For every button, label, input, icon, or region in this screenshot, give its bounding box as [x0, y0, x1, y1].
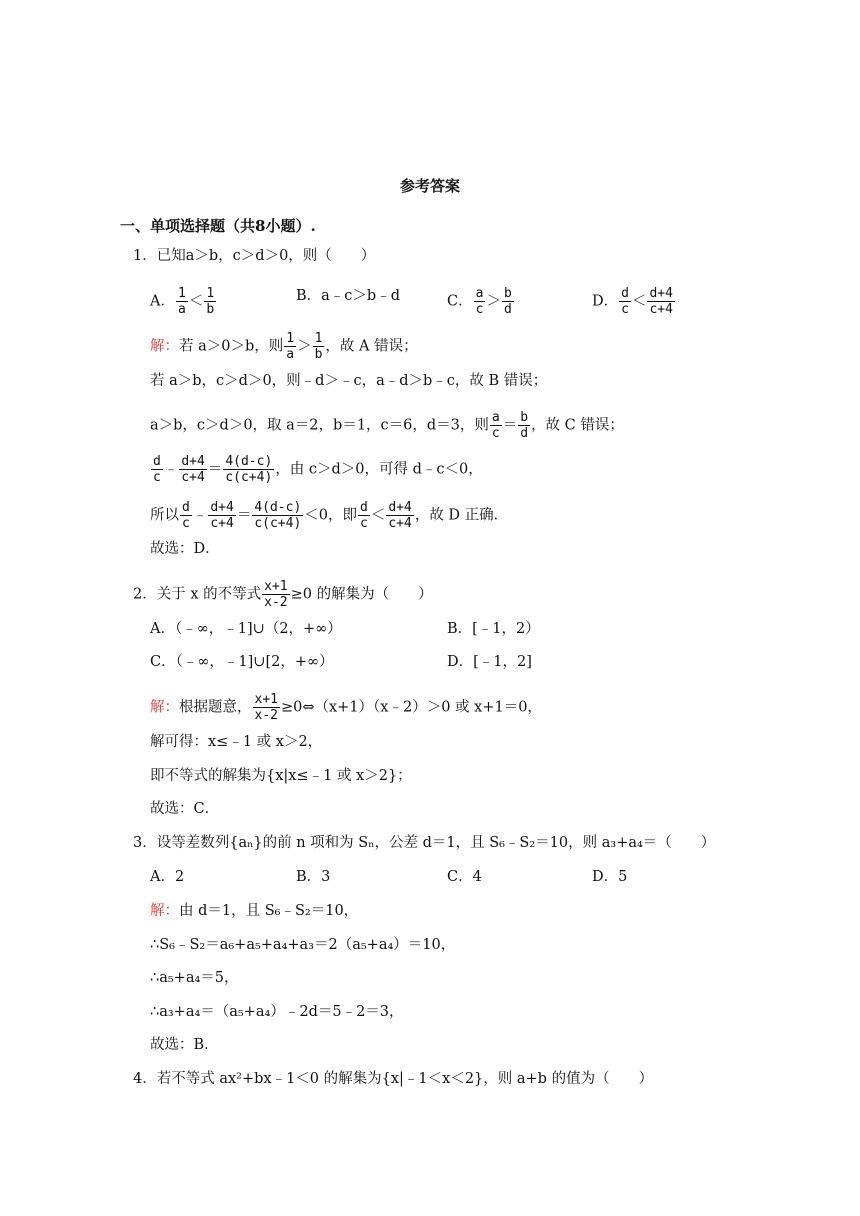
q2-option-a[interactable]: A．（﹣∞，﹣1]∪（2，+∞）: [150, 621, 342, 637]
q3-solution-line-4: ∴a₃+a₄＝（a₅+a₄）﹣2d＝5﹣2＝3，: [150, 1004, 404, 1020]
q1-solution-line-1: 解：若 a＞0＞b，则 $\frac{1}{a}$ ＞ $\frac{1}{b}$ ，故 A 错误；: [150, 331, 418, 362]
q1-stem: 1．已知a＞b，c＞d＞0，则（ ）: [133, 248, 376, 264]
fraction: $\frac{d+4}{c+4}$: [181, 454, 205, 485]
fraction: $\frac{4(d-c)}{c(c+4)}$: [254, 500, 302, 531]
q3-option-c[interactable]: C．4: [447, 869, 482, 885]
q2-option-b[interactable]: B．[﹣1，2）: [447, 621, 540, 637]
q1-solution-line-4: $\frac{d}{c}$ ﹣ $\frac{d+4}{c+4}$ ＝ $\frac{4(d-c)}{c(c+4)}$ ，由 c＞d＞0，可得 d﹣c＜0，: [153, 454, 483, 485]
q2-solution-line-1: 解：根据题意， $\frac{x+1}{x-2}$ ≥0⇔（x+1）（x﹣2）＞0 或 x+1＝0，: [150, 692, 542, 723]
fraction: $\frac{b}{d}$: [503, 286, 512, 317]
q3-option-a[interactable]: A．2: [150, 869, 185, 885]
fraction: $\frac{d}{c}$: [182, 500, 190, 531]
q1-solution-line-2: 若 a＞b，c＞d＞0，则﹣d＞﹣c，a﹣d＞b﹣c，故 B 错误；: [150, 373, 548, 389]
fraction: $\frac{d}{c}$: [360, 500, 368, 531]
q1-solution-line-3: a＞b，c＞d＞0，取 a＝2，b＝1，c＝6，d＝3，则 $\frac{a}{c}$ ＝ $\frac{b}{d}$ ，故 C 错误；: [150, 410, 624, 441]
fraction: $\frac{1}{a}$: [177, 286, 186, 317]
fraction: $\frac{d+4}{c+4}$: [649, 286, 673, 317]
q1-answer: 故选：D．: [150, 541, 220, 557]
q2-option-c[interactable]: C．（﹣∞，﹣1]∪[2，+∞）: [150, 654, 334, 670]
fraction: $\frac{d+4}{c+4}$: [388, 500, 412, 531]
fraction: $\frac{4(d-c)}{c(c+4)}$: [225, 454, 273, 485]
q3-option-d[interactable]: D．5: [592, 869, 628, 885]
section-heading: 一、单项选择题（共8小题）.: [120, 217, 316, 235]
q4-stem: 4．若不等式 ax²+bx﹣1＜0 的解集为{x|﹣1＜x＜2}，则 a+b 的值为（ ）: [133, 1071, 654, 1087]
q2-option-d[interactable]: D．[﹣1，2]: [447, 654, 532, 670]
fraction: $\frac{a}{c}$: [491, 410, 500, 441]
fraction: $\frac{x+1}{x-2}$: [254, 692, 278, 723]
fraction: $\frac{a}{c}$: [475, 286, 484, 317]
q3-solution-line-1: 解：由 d＝1，且 S₆﹣S₂＝10，: [150, 903, 359, 919]
q1-option-d[interactable]: D． $\frac{d}{c}$ ＜ $\frac{d+4}{c+4}$: [592, 286, 673, 317]
fraction: $\frac{d}{c}$: [621, 286, 629, 317]
q2-stem: 2．关于 x 的不等式 $\frac{x+1}{x-2}$ ≥0 的解集为（ ）: [133, 579, 433, 610]
q3-solution-line-3: ∴a₅+a₄＝5，: [150, 970, 239, 986]
fraction: $\frac{1}{a}$: [286, 331, 295, 362]
fraction: $\frac{1}{b}$: [206, 286, 215, 317]
fraction: $\frac{x+1}{x-2}$: [264, 579, 288, 610]
q1-option-c[interactable]: C． $\frac{a}{c}$ ＞ $\frac{b}{d}$: [447, 286, 512, 317]
q2-solution-line-3: 即不等式的解集为{x|x≤﹣1 或 x＞2}；: [150, 768, 412, 784]
q2-answer: 故选：C．: [150, 801, 220, 817]
fraction: $\frac{1}{b}$: [314, 331, 323, 362]
q3-stem: 3．设等差数列{aₙ}的前 n 项和为 Sₙ，公差 d＝1，且 S₆﹣S₂＝10，则 a₃+a₄＝（ ）: [133, 835, 716, 851]
q1-option-b[interactable]: B．a﹣c＞b﹣d: [296, 288, 400, 304]
fraction: $\frac{d}{c}$: [153, 454, 161, 485]
fraction: $\frac{d+4}{c+4}$: [210, 500, 234, 531]
q2-solution-line-2: 解可得：x≤﹣1 或 x＞2，: [150, 734, 323, 750]
solution-label: 解：: [150, 699, 179, 716]
q3-answer: 故选：B．: [150, 1037, 219, 1053]
q1-solution-line-5: 所以 $\frac{d}{c}$ ﹣ $\frac{d+4}{c+4}$ ＝ $\frac{4(d-c)}{c(c+4)}$ ＜0，即 $\frac{d}{c}$ ＜ $\frac{d+4}{c+4}$ ，故 D 正确．: [150, 500, 509, 531]
fraction: $\frac{b}{d}$: [520, 410, 529, 441]
solution-label: 解：: [150, 338, 179, 355]
q1-option-a[interactable]: A． $\frac{1}{a}$ ＜ $\frac{1}{b}$: [150, 286, 215, 317]
q3-option-b[interactable]: B．3: [296, 869, 331, 885]
q3-solution-line-2: ∴S₆﹣S₂＝a₆+a₅+a₄+a₃＝2（a₅+a₄）＝10，: [150, 937, 456, 953]
solution-label: 解：: [150, 903, 179, 919]
page-title: 参考答案: [399, 177, 460, 195]
